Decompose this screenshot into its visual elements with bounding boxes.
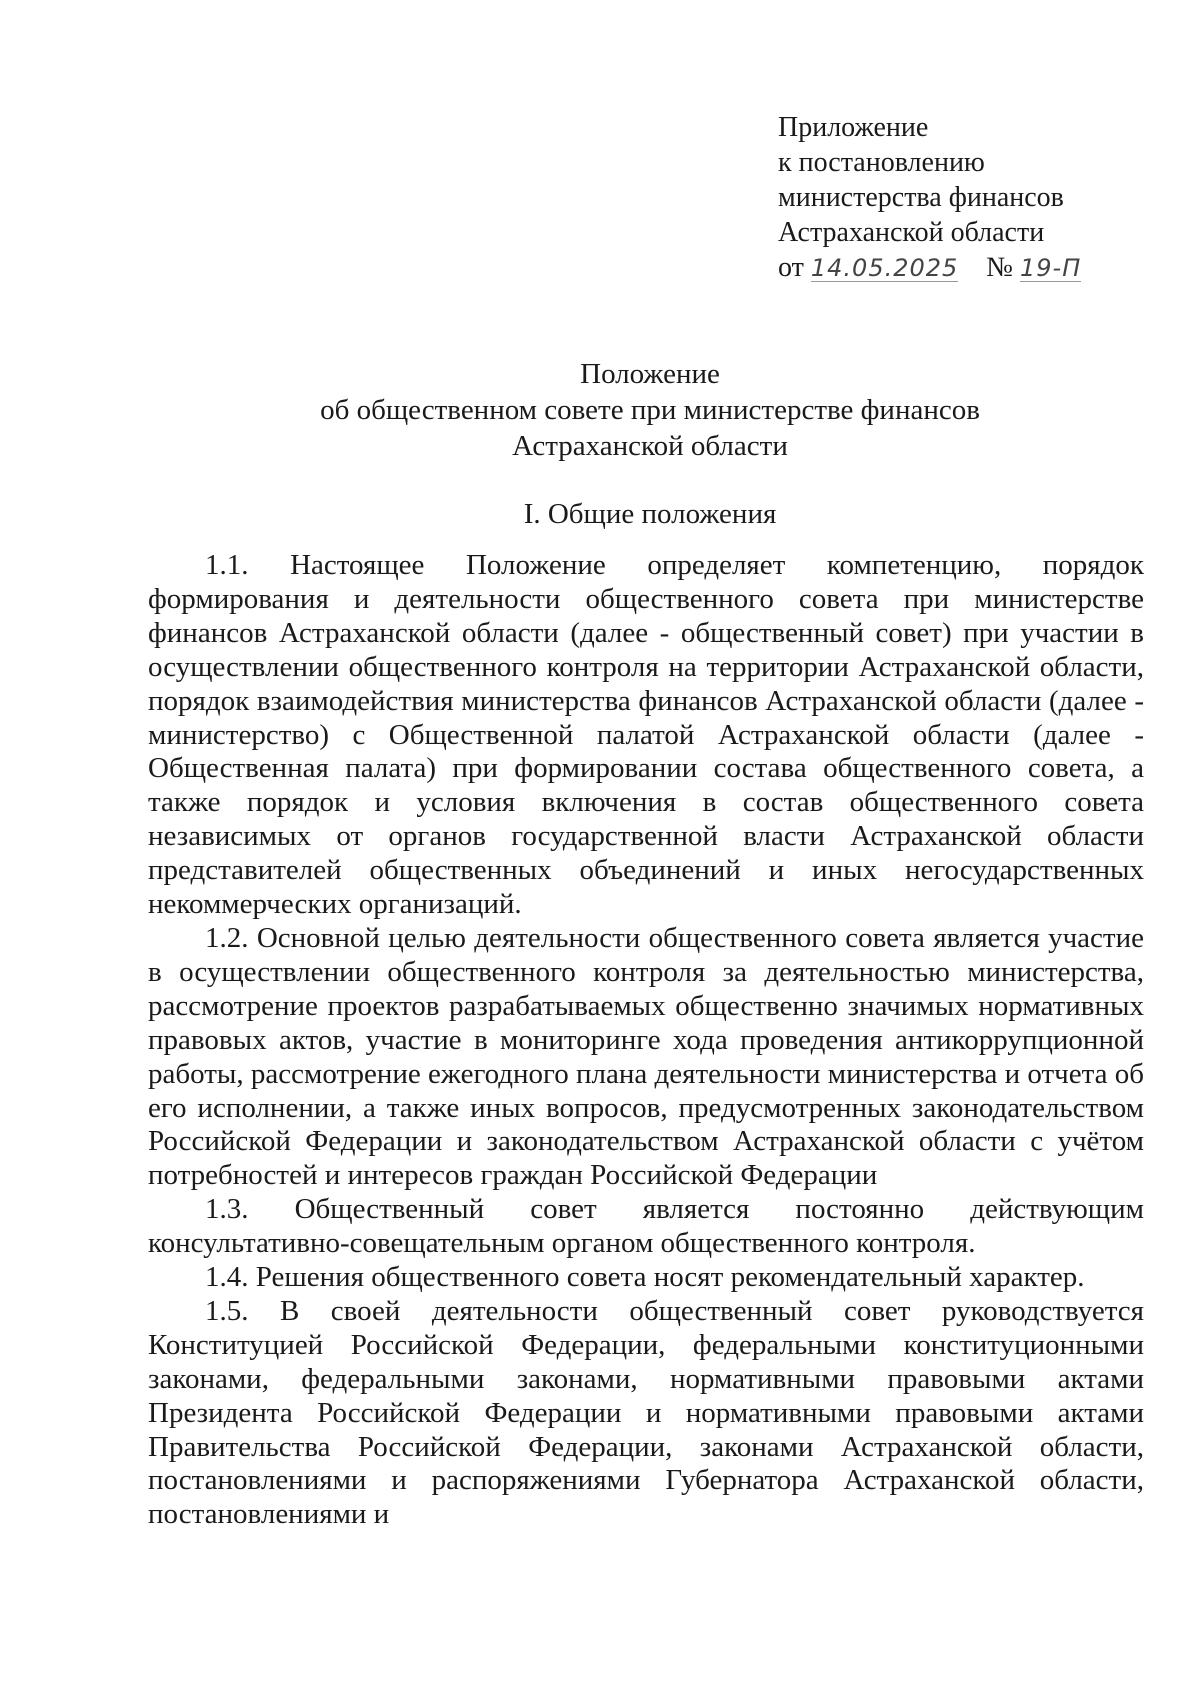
appendix-date-line [778, 250, 1081, 285]
paragraph: 1.5. В своей деятельности общественный совет руководствуется Конституцией Российской Федерации, федеральными конституционными законами, федеральными законами, нормативными правовыми актами Президента Российской Федерации и нормативными правовыми актами Правительства Российской Федерации, законами Астраханской области, постановлениями и распоряжениями Губернатора Астраханской области, постановлениями и [148, 1294, 1144, 1531]
paragraph: 1.1. Настоящее Положение определяет компетенцию, порядок формирования и деятельности общественного совета при министерстве финансов Астраханской области (далее - общественный совет) при участии в осуществлении общественного контроля на территории Астраханской области, порядок взаимодействия министерства финансов Астраханской области (далее - министерство) с Общественной палатой Астраханской области (далее - Общественная палата) при формировании состава общественного совета, а также порядок и условия включения в состав общественного совета независимых от органов государственной власти Астраханской области представителей общественных объединений и иных негосударственных некоммерческих организаций. [148, 549, 1144, 921]
appendix-line: Астраханской области [778, 217, 1045, 248]
appendix-block [778, 110, 1081, 285]
number-prefix: № [986, 252, 1014, 283]
document-body [148, 549, 1144, 1532]
appendix-line: министерства финансов [778, 182, 1064, 213]
title-line: Астраханской области [512, 430, 788, 462]
paragraph: 1.2. Основной целью деятельности общественного совета является участие в осуществлении общественного контроля за деятельностью министерства, рассмотрение проектов разрабатываемых общественно значимых нормативных правовых актов, участие в мониторинге хода проведения антикоррупционной работы, рассмотрение ежегодного плана деятельности министерства и отчета об его исполнении, а также иных вопросов, предусмотренных законодательством Российской Федерации и законодательством Астраханской области с учётом потребностей и интересов граждан Российской Федерации [148, 921, 1144, 1192]
appendix-line: к постановлению [778, 147, 985, 178]
title-line: Положение [580, 358, 720, 390]
date-prefix: от [778, 252, 804, 283]
title-line: об общественном совете при министерстве финансов [320, 394, 980, 426]
paragraph: 1.3. Общественный совет является постоянно действующим консультативно-совещательным органом общественного контроля. [148, 1193, 1144, 1260]
handwritten-number: 19-П [1020, 254, 1082, 282]
section-heading: I. Общие положения [523, 498, 777, 530]
document-title [0, 356, 1200, 464]
appendix-line: Приложение [778, 112, 929, 143]
paragraph: 1.4. Решения общественного совета носят рекомендательный характер. [205, 1261, 1085, 1294]
handwritten-date: 14.05.2025 [810, 254, 959, 282]
